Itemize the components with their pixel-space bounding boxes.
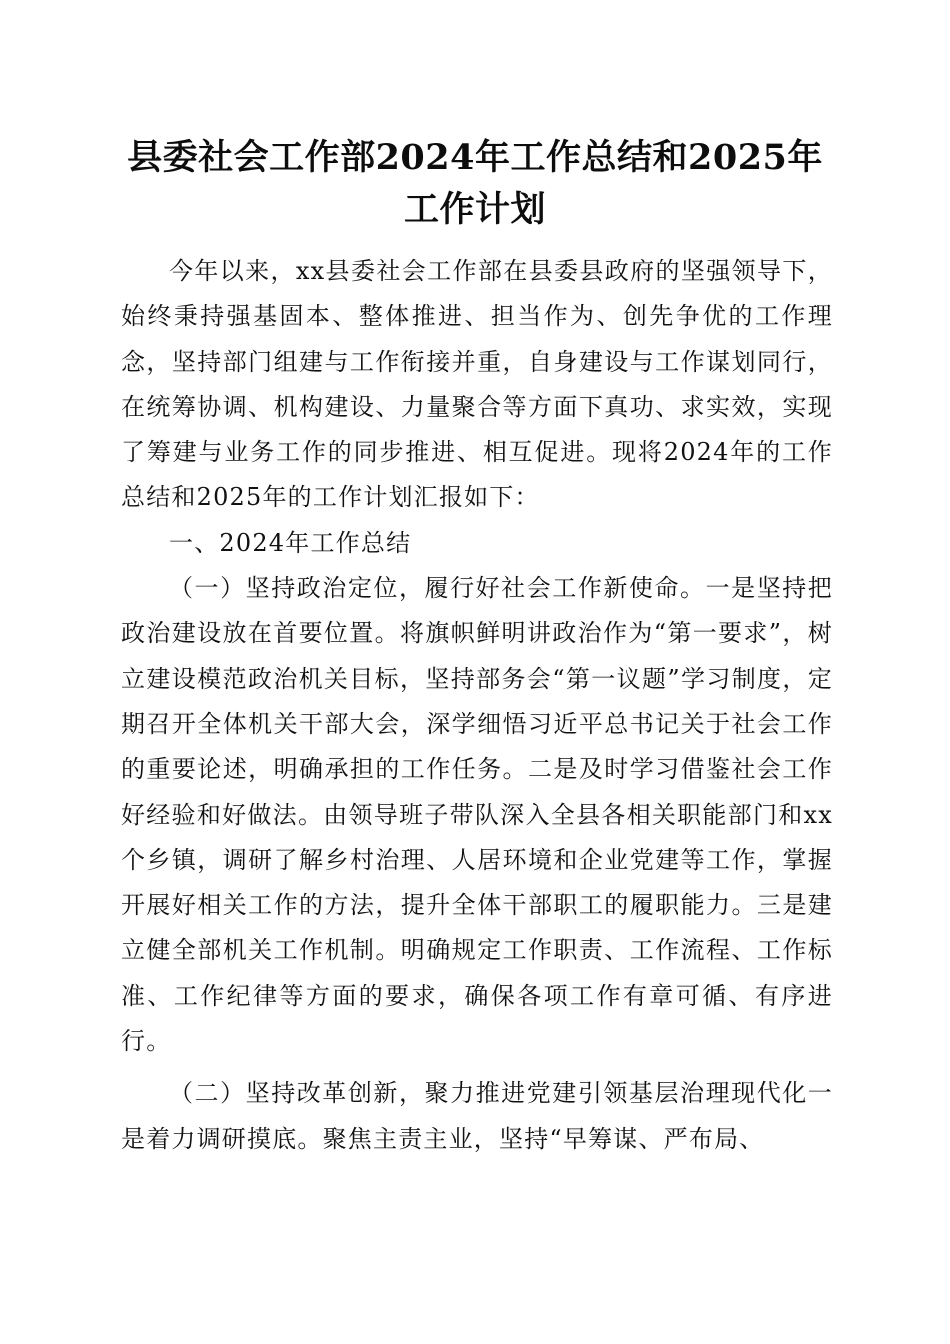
document-body	[121, 249, 833, 1162]
subsection-political-positioning: （一）坚持政治定位，履行好社会工作新使命。一是坚持把政治建设放在首要位置。将旗帜鲜明讲政治作为“第一要求”，树立建设模范政治机关目标，坚持部务会“第一议题”学习制度，定期召开全体机关干部大会，深学细悟习近平总书记关于社会工作的重要论述，明确承担的工作任务。二是及时学习借鉴社会工作好经验和好做法。由领导班子带队深入全县各相关职能部门和xx个乡镇，调研了解乡村治理、人居环境和企业党建等工作，掌握开展好相关工作的方法，提升全体干部职工的履职能力。三是建立健全部机关工作机制。明确规定工作职责、工作流程、工作标准、工作纪律等方面的要求，确保各项工作有章可循、有序进行。	[121, 574, 833, 1056]
document-title: 县委社会工作部2024年工作总结和2025年工作计划	[127, 137, 823, 230]
intro-paragraph: 今年以来，xx县委社会工作部在县委县政府的坚强领导下，始终秉持强基固本、整体推进、担当作为、创先争优的工作理念，坚持部门组建与工作衔接并重，自身建设与工作谋划同行，在统筹协调、机构建设、力量聚合等方面下真功、求实效，实现了筹建与业务工作的同步推进、相互促进。现将2024年的工作总结和2025年的工作计划汇报如下：	[121, 257, 833, 512]
subsection-reform-innovation: （二）坚持改革创新，聚力推进党建引领基层治理现代化一是着力调研摸底。聚焦主责主业，坚持“早筹谋、严布局、	[121, 1079, 833, 1153]
section-heading-2024-summary: 一、2024年工作总结	[169, 528, 412, 557]
